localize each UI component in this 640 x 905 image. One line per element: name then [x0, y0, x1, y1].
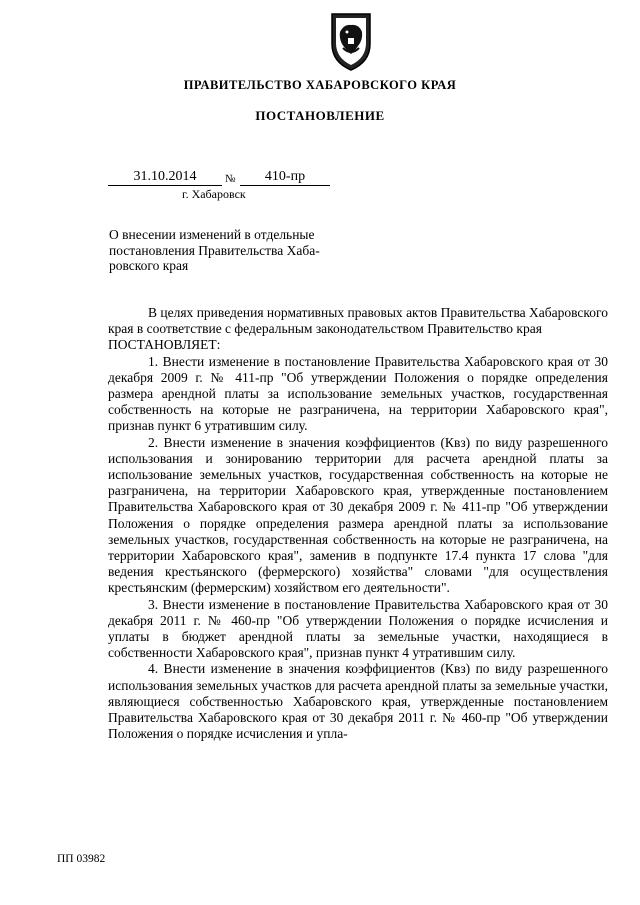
number-sign: № — [225, 173, 236, 185]
subject-line: О внесении изменений в отдельные — [109, 227, 315, 242]
document-type: ПОСТАНОВЛЕНИЕ — [255, 108, 385, 123]
clause-1: 1. Внести изменение в постановление Правительства Хабаровского края от 30 декабря 2009 г. № 411-пр "Об утверждении Положения о порядке определения размера арендной платы за использование земельных участков, государственная собственность на которые не разграничена, на территории Хабаровского края", признав пункт 6 утратившим силу. — [108, 353, 608, 434]
document-subject — [109, 227, 359, 274]
government-title: ПРАВИТЕЛЬСТВО ХАБАРОВСКОГО КРАЯ — [183, 78, 457, 92]
footer-code: ПП 03982 — [57, 853, 106, 865]
resolves-heading: ПОСТАНОВЛЯЕТ: — [108, 337, 221, 353]
subject-line: постановления Правительства Хаба- — [109, 242, 320, 258]
clause-4: 4. Внести изменение в значения коэффициентов (Квз) по виду разрешенного использования земельных участков для расчета арендной платы за земельные участки, являющиеся собственностью Хабаровского края, утвержденные постановлением Правительства Хабаровского края от 30 декабря 2011 г. № 460-пр "Об утверждении Положения о порядке исчисления и упла- — [108, 661, 609, 742]
city: г. Хабаровск — [182, 187, 246, 201]
document-body — [108, 305, 608, 742]
preamble: В целях приведения нормативных правовых актов Правительства Хабаровского края в соответствие с федеральным законодательством Правительство края — [108, 305, 608, 337]
coat-of-arms-icon — [328, 10, 374, 72]
subject-line: ровского края — [109, 258, 189, 273]
clause-2: 2. Внести изменение в значения коэффициентов (Квз) по виду разрешенного использования и зонированию территории для расчета арендной платы за использование земельных участков, государственная собственность на которые не разграничена, на территории Хабаровского края, утвержденные постановлением Правительства Хабаровского края от 30 декабря 2009 г. № 411-пр "Об утверждении Положения о порядке определения размера арендной платы за использование земельных участков, государственная собственность на которые не разграничена, на территории Хабаровского края", заменив в подпункте 17.4 пункта 17 слова "для ведения крестьянского (фермерского) хозяйства" словами "для осуществления крестьянским (фермерским) хозяйством его деятельности". — [108, 434, 608, 596]
document-date: 31.10.2014 — [108, 168, 222, 186]
document-number: 410-пр — [240, 168, 330, 186]
clause-3: 3. Внести изменение в постановление Правительства Хабаровского края от 30 декабря 2011 г. № 460-пр "Об утверждении Положения о порядке исчисления и уплаты в бюджет арендной платы за земельные участки, находящиеся в собственности Хабаровского края", признав пункт 4 утратившим силу. — [108, 596, 608, 661]
